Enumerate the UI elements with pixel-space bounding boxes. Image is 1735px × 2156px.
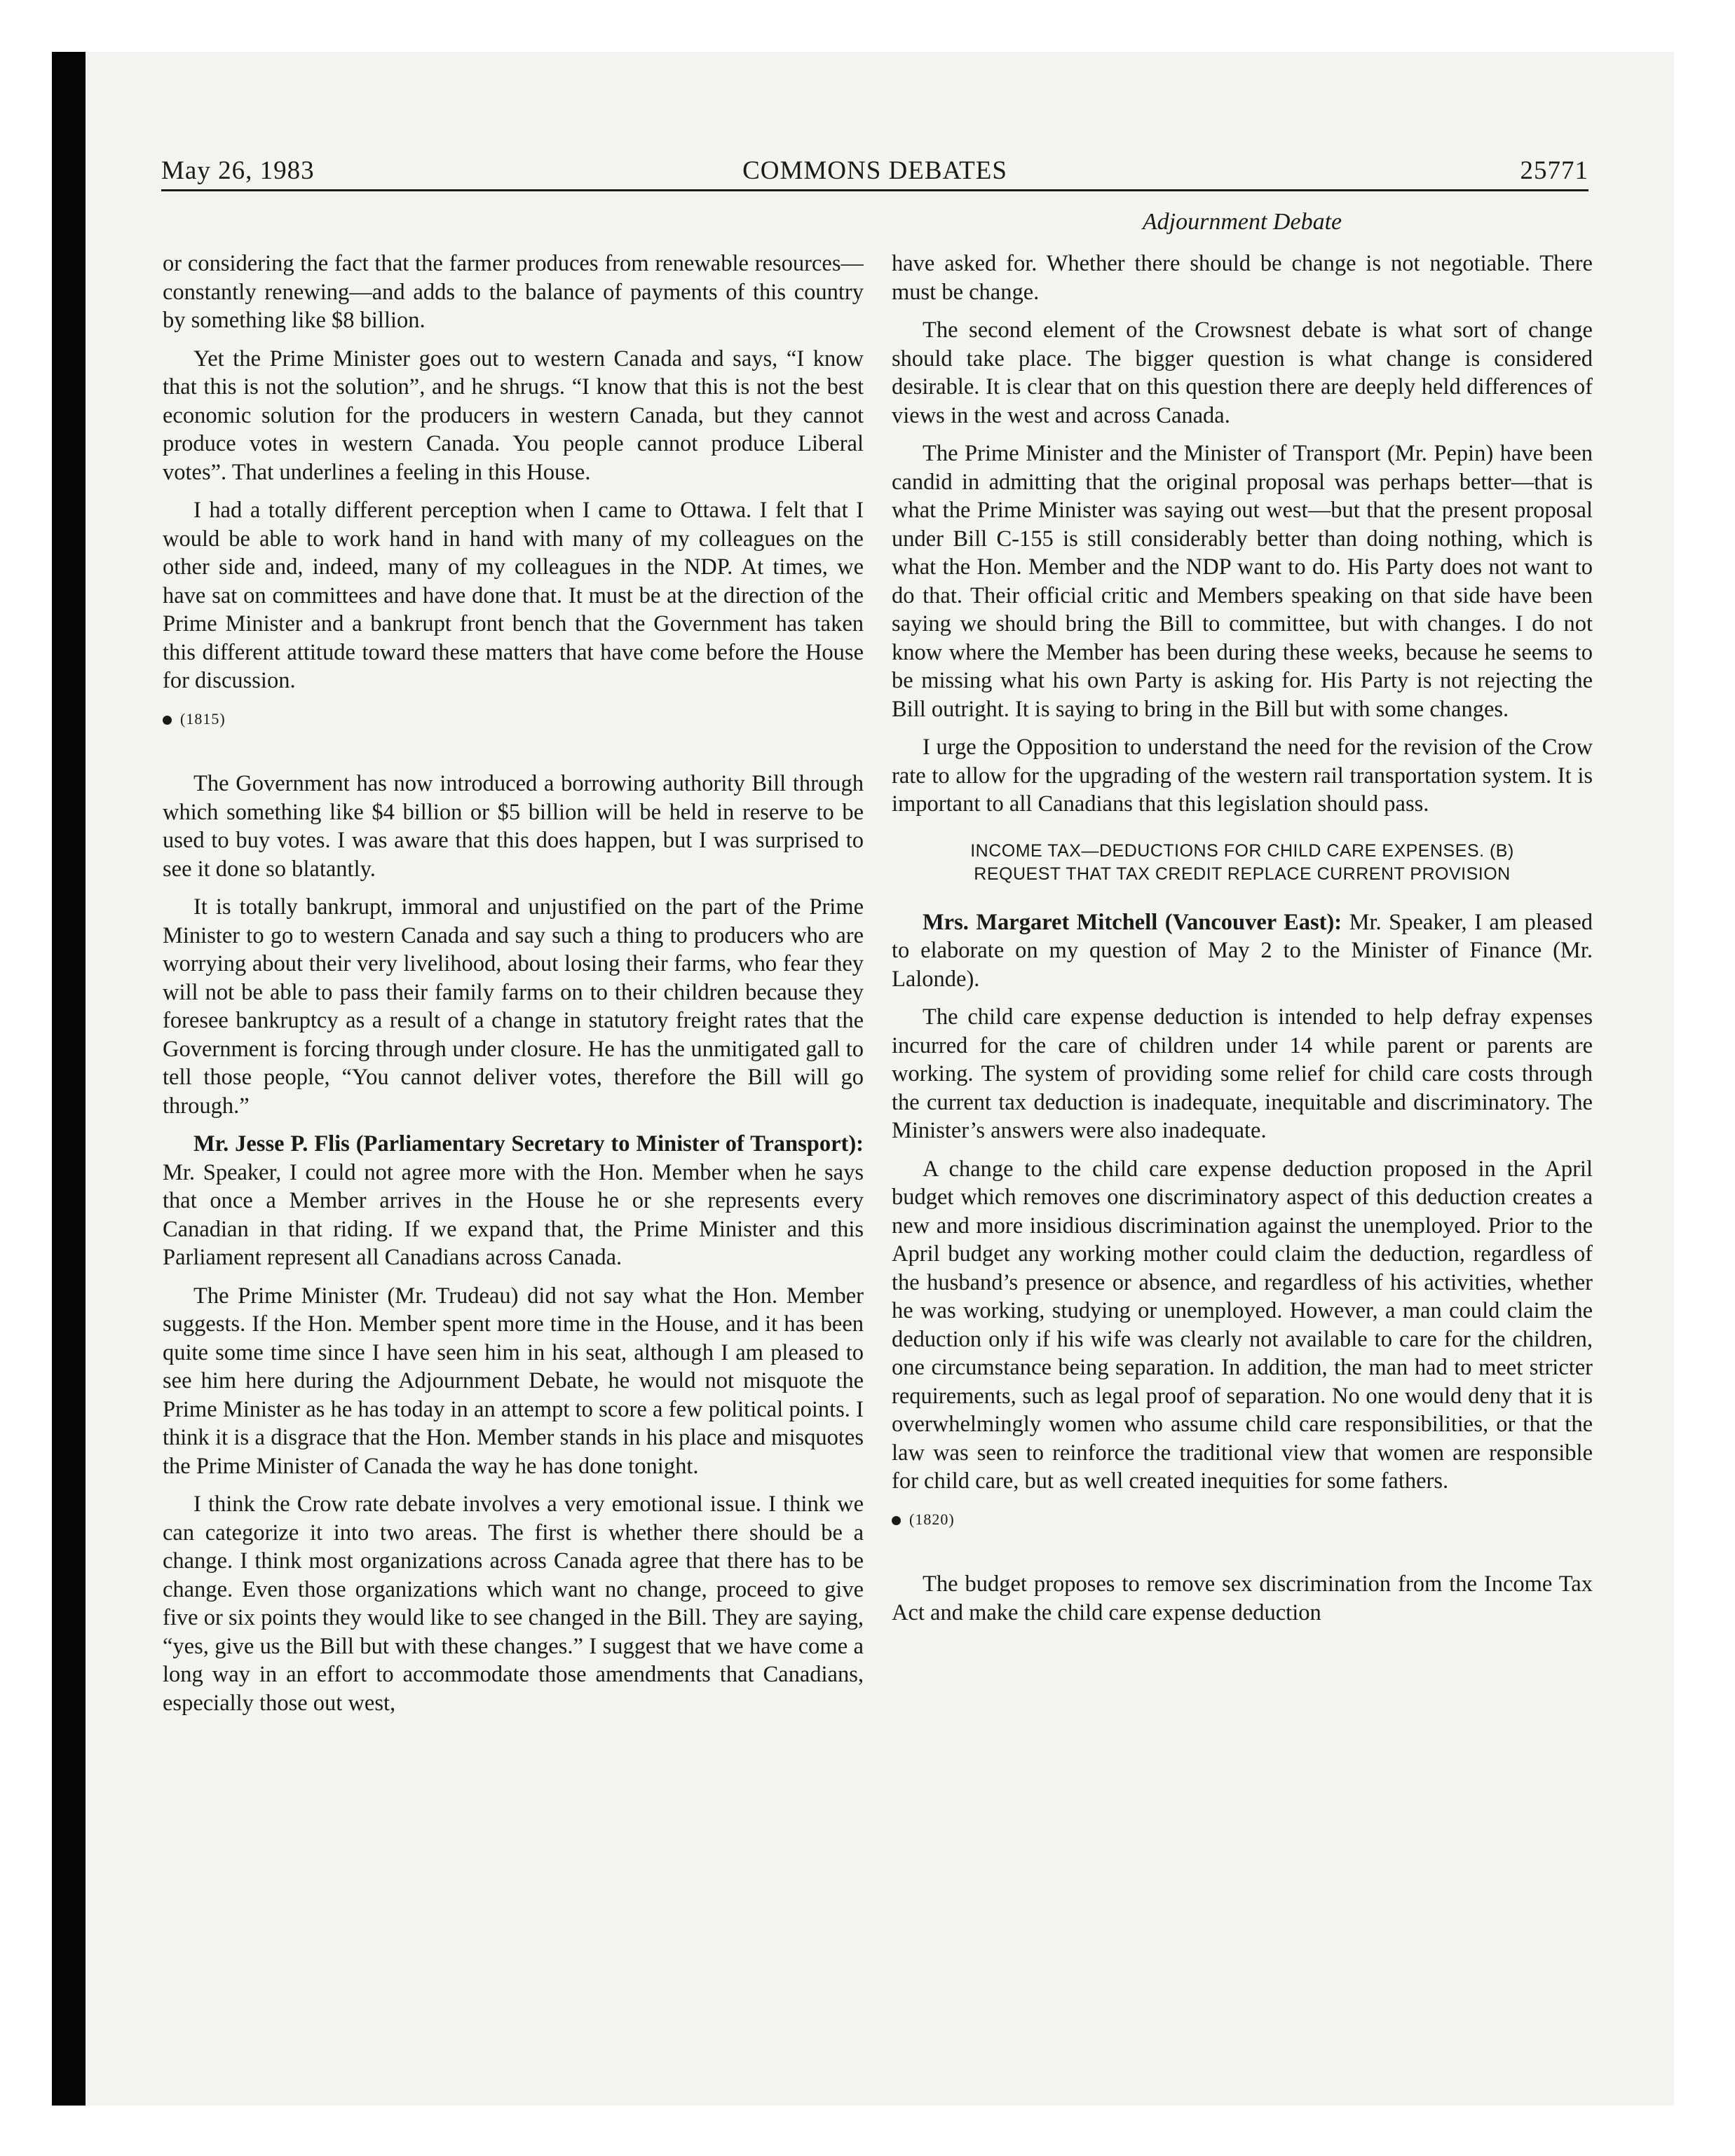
speech-paragraph xyxy=(892,908,1593,994)
paragraph: Yet the Prime Minister goes out to western Canada and says, “I know that this is not the solution”, and he shrugs. “I know that this is not the best economic solution for the producers in western Canada, but they cannot produce votes in western Canada. You people cannot produce Liberal votes”. That underlines a feeling in this House. xyxy=(163,346,864,485)
paragraph: It is totally bankrupt, immoral and unjustified on the part of the Prime Minister to go to western Canada and say such a thing to producers who are worrying about their very livelihood, about losing their farms, who fear they will not be able to pass their family farms on to their children because they foresee bankruptcy as a result of a change in statutory freight rates that the Government is forcing through under closure. He has the unmitigated gall to tell those people, “You cannot deliver votes, therefore the Bill will go through.” xyxy=(163,894,864,1119)
paragraph: The second element of the Crowsnest debate is what sort of change should take place. The bigger question is what change is considered desirable. It is clear that on this question there are deeply held differences of views in the west and across Canada. xyxy=(892,318,1593,428)
running-head: Adjournment Debate xyxy=(1142,209,1342,235)
paragraph: I think the Crow rate debate involves a very emotional issue. I think we can categorize it into two areas. The first is whether there should be a change. I think most organizations across Canada agree that there has to be change. Even those organizations which want no change, proceed to give five or six points they would like to see changed in the Bill. They are saying, “yes, give us the Bill but with these changes.” I suggest that we have come a long way in an effort to accommodate those amendments that Canadians, especially those out west, xyxy=(163,1492,864,1716)
paragraph: The Prime Minister and the Minister of Transport (Mr. Pepin) have been candid in admitting that the original proposal was perhaps better—that is what the Prime Minister was saying out west—but that the present proposal under Bill C-155 is still considerably better than doing nothing, which is what the Hon. Member and the NDP want to do. His Party does not want to do that. Their official critic and Members speaking on that side have been saying we should bring the Bill to committee, but with changes. I do not know where the Member has been during these weeks, because he seems to be missing what his own Party is asking for. His Party is not rejecting the Bill outright. It is saying to bring in the Bill but with some changes. xyxy=(892,441,1593,722)
topic-heading xyxy=(892,840,1593,886)
page-header xyxy=(161,156,1588,192)
topic-heading-line: REQUEST THAT TAX CREDIT REPLACE CURRENT PROVISION xyxy=(974,864,1511,884)
paragraph: The budget proposes to remove sex discrimination from the Income Tax Act and make the child care expense deduction xyxy=(892,1571,1593,1625)
time-marker-label: (1815) xyxy=(180,709,226,728)
paragraph: have asked for. Whether there should be change is not negotiable. There must be change. xyxy=(892,251,1593,305)
speaker-name: Mrs. Margaret Mitchell (Vancouver East): xyxy=(923,909,1342,935)
speech-paragraph xyxy=(163,1130,864,1272)
time-marker xyxy=(163,705,864,734)
speech-text: Mr. Speaker, I could not agree more with the Hon. Member when he says that once a Member arrives in the House he or she represents every Canadian in that riding. If we expand that, the Prime Minister and this Parliament represent all Canadians across Canada. xyxy=(163,1159,864,1270)
header-rule xyxy=(161,189,1588,191)
paragraph: The Government has now introduced a borrowing authority Bill through which something like $4 billion or $5 billion will be held in reserve to be used to buy votes. I was aware that this does happen, but I was surprised to see it done so blatantly. xyxy=(163,771,864,882)
speaker-name: Mr. Jesse P. Flis (Parliamentary Secretary to Minister of Transport): xyxy=(193,1131,864,1157)
time-marker xyxy=(892,1506,1593,1534)
page-number: 25771 xyxy=(1520,156,1588,185)
scan-edge-bar xyxy=(52,52,86,2106)
bullet-icon xyxy=(892,1516,901,1525)
paragraph: I urge the Opposition to understand the need for the revision of the Crow rate to allow for the upgrading of the western rail transportation system. It is important to all Canadians that this legislation should pass. xyxy=(892,735,1593,817)
publication-title: COMMONS DEBATES xyxy=(742,156,1007,185)
paragraph: or considering the fact that the farmer produces from renewable resources—constantly renewing—and adds to the balance of payments of this country by something like $8 billion. xyxy=(163,251,864,333)
paragraph: The Prime Minister (Mr. Trudeau) did not say what the Hon. Member suggests. If the Hon. Member spent more time in the House, and it has been quite some time since I have seen him in his seat, although I am pleased to see him here during the Adjournment Debate, he would not misquote the Prime Minister as he has today in an attempt to score a few political points. I think it is a disgrace that the Hon. Member stands in his place and misquotes the Prime Minister of Canada the way he has done tonight. xyxy=(163,1283,864,1479)
paragraph: A change to the child care expense deduction proposed in the April budget which removes one discriminatory aspect of this deduction creates a new and more insidious discrimination against the unemployed. Prior to the April budget any working mother could claim the deduction, regardless of the husband’s presence or absence, and regardless of his activities, whether he was working, studying or unemployed. However, a man could claim the deduction only if his wife was clearly not available to care for the children, one circumstance being separation. In addition, the man had to meet stricter requirements, such as legal proof of separation. No one would deny that it is overwhelmingly women who assume child care responsibilities, or that the law was seen to reinforce the traditional view that women are responsible for child care, but as well created inequities for some fathers. xyxy=(892,1156,1593,1494)
header-date: May 26, 1983 xyxy=(161,156,315,185)
bullet-icon xyxy=(163,716,172,725)
topic-heading-line: INCOME TAX—DEDUCTIONS FOR CHILD CARE EXPENSES. (B) xyxy=(970,840,1514,861)
paragraph: The child care expense deduction is intended to help defray expenses incurred for the care of children under 14 while parent or parents are working. The system of providing some relief for child care costs through the current tax deduction is inadequate, inequitable and discriminatory. The Minister’s answers were also inadequate. xyxy=(892,1004,1593,1143)
left-column xyxy=(163,250,864,1946)
speech-text: Mr. Speaker, I am pleased to elaborate on my question of May 2 to the Minister of Finance (Mr. Lalonde). xyxy=(892,909,1593,992)
time-marker-label: (1820) xyxy=(909,1510,955,1528)
right-column xyxy=(892,250,1593,1946)
paragraph: I had a totally different perception when I came to Ottawa. I felt that I would be able to work hand in hand with many of my colleagues on the other side and, indeed, many of my colleagues in the NDP. At times, we have sat on committees and have done that. It must be at the direction of the Prime Minister and a bankrupt front bench that the Government has taken this different attitude toward these matters that have come before the House for discussion. xyxy=(163,498,864,693)
